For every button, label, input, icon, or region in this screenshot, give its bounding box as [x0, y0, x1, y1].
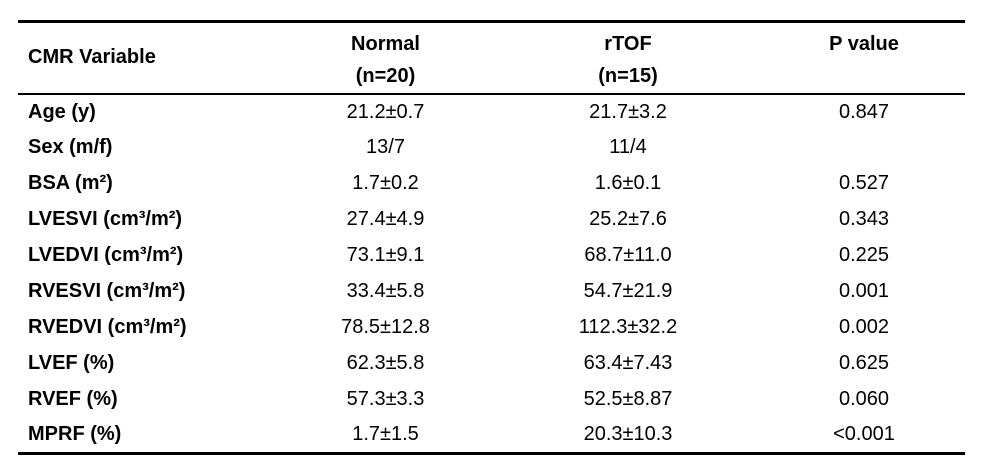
table-row — [18, 382, 965, 418]
table-row — [18, 202, 965, 238]
header-rtof-label: rTOF — [604, 33, 652, 55]
row-p-value: 0.001 — [838, 280, 890, 302]
row-variable-label: BSA (m²) — [28, 172, 113, 194]
row-normal-value: 27.4±4.9 — [346, 208, 425, 230]
header-row — [18, 22, 965, 94]
table-body — [18, 94, 965, 454]
header-p-value: P value — [829, 33, 899, 55]
row-rtof-value: 25.2±7.6 — [589, 208, 667, 230]
row-variable-label: RVEDVI (cm³/m²) — [28, 316, 187, 338]
row-variable-label: LVEF (%) — [28, 352, 115, 374]
row-p-value: 0.225 — [838, 244, 890, 266]
table-row — [18, 94, 965, 130]
header-cmr-variable: CMR Variable — [28, 46, 156, 69]
row-p-value: 0.343 — [838, 208, 890, 230]
table-row — [18, 310, 965, 346]
row-normal-value: 1.7±1.5 — [352, 423, 419, 446]
row-p-value: 0.002 — [838, 316, 890, 338]
row-normal-value: 13/7 — [366, 136, 405, 158]
row-normal-value: 33.4±5.8 — [346, 280, 425, 302]
row-p-value: 0.527 — [838, 172, 890, 194]
row-p-value: 0.847 — [838, 100, 890, 123]
table-row — [18, 418, 965, 454]
header-normal-label: Normal — [351, 33, 420, 55]
table-header — [18, 22, 965, 94]
row-variable-label: Age (y) — [28, 100, 96, 123]
row-normal-value: 73.1±9.1 — [346, 244, 425, 266]
row-variable-label: MPRF (%) — [28, 423, 122, 446]
row-normal-value: 1.7±0.2 — [352, 172, 419, 194]
header-rtof-group — [493, 22, 763, 94]
row-rtof-value: 20.3±10.3 — [583, 423, 673, 446]
table-row — [18, 166, 965, 202]
row-rtof-value: 1.6±0.1 — [594, 172, 662, 194]
table-row — [18, 130, 965, 166]
table-row — [18, 274, 965, 310]
row-p-value: <0.001 — [833, 423, 895, 446]
row-variable-label: RVESVI (cm³/m²) — [28, 280, 186, 302]
row-variable-label: RVEF (%) — [28, 388, 118, 410]
row-rtof-value: 11/4 — [609, 136, 647, 158]
row-normal-value: 62.3±5.8 — [346, 352, 425, 374]
row-normal-value: 57.3±3.3 — [346, 388, 425, 410]
row-rtof-value: 21.7±3.2 — [589, 100, 667, 123]
row-normal-value: 21.2±0.7 — [346, 100, 425, 123]
row-p-value: 0.625 — [838, 352, 890, 374]
cmr-table-container — [18, 20, 965, 455]
row-rtof-value: 68.7±11.0 — [584, 244, 672, 266]
row-rtof-value: 52.5±8.87 — [583, 388, 673, 410]
table-row — [18, 238, 965, 274]
table-row — [18, 346, 965, 382]
row-variable-label: LVESVI (cm³/m²) — [28, 208, 183, 230]
header-rtof-n: (n=15) — [598, 65, 658, 87]
row-rtof-value: 112.3±32.2 — [578, 316, 678, 338]
row-normal-value: 78.5±12.8 — [341, 316, 430, 338]
cmr-variables-table — [18, 20, 965, 455]
header-normal-n: (n=20) — [355, 65, 416, 87]
header-normal-group — [278, 22, 493, 94]
row-rtof-value: 63.4±7.43 — [583, 352, 673, 374]
row-rtof-value: 54.7±21.9 — [583, 280, 673, 302]
row-p-value: 0.060 — [838, 388, 890, 410]
row-variable-label: LVEDVI (cm³/m²) — [28, 244, 184, 266]
row-variable-label: Sex (m/f) — [28, 136, 113, 158]
row-p-value — [763, 130, 965, 166]
